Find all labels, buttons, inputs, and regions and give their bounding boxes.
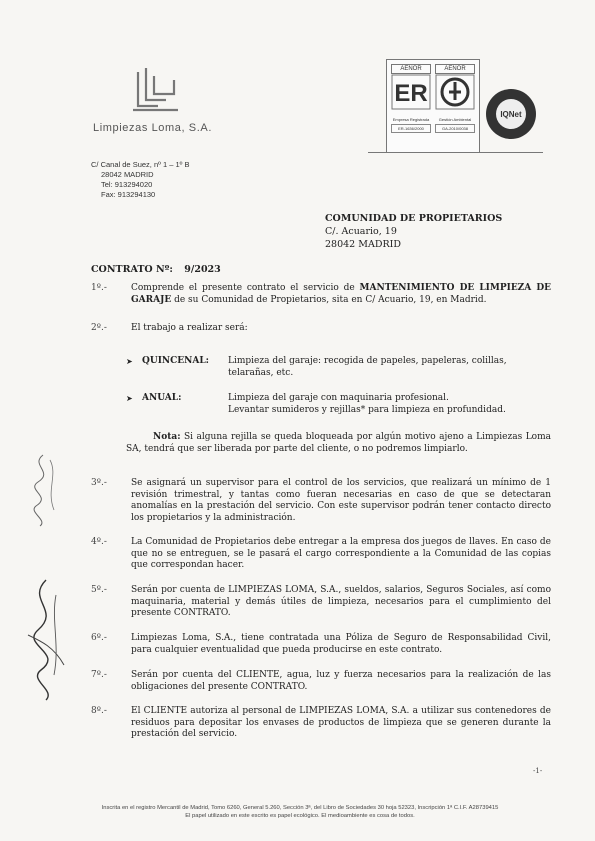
clause-number: 2º.- — [91, 323, 107, 333]
legal-footer — [30, 804, 570, 820]
handwritten-initials-icon — [16, 575, 71, 705]
clause-number: 6º.- — [91, 633, 107, 643]
aenor-ga-certificate: AENOR Gestión Ambiental GA-2010/0038 — [435, 64, 475, 133]
header-divider — [368, 152, 543, 153]
clause-6: 6º.- Limpiezas Loma, S.A., tiene contratada una Póliza de Seguro de Responsabilidad Civil, para cualquier eventualidad que pueda producirse en este contrato. — [91, 633, 551, 655]
footer-line: Inscrita en el registro Mercantil de Madrid, Tomo 6260, General 5.260, Sección 3ª, del Libro de Sociedades 30 hoja 52323, Inscripción 1ª C.I.F. A28739415 — [101, 805, 499, 811]
client-name: COMUNIDAD DE PROPIETARIOS — [325, 213, 503, 224]
aenor-er-certificate: AENOR ER Empresa Registrada ER-1636/2000 — [392, 66, 430, 131]
clause-number: 4º.- — [91, 537, 107, 547]
arrow-bullet-icon: ➤ — [126, 357, 133, 366]
footer-line: El papel utilizado en este escrito es papel ecológico. El medioambiente es cosa de todos. — [185, 813, 415, 819]
clause-number: 3º.- — [91, 478, 107, 488]
contract-value: 9/2023 — [184, 264, 221, 275]
handwritten-signature-icon — [18, 450, 68, 530]
contract-number — [91, 264, 221, 275]
note-label: Nota: — [153, 432, 181, 442]
clause-3: 3º.- Se asignará un supervisor para el control de los servicios, que realizará un mínimo de 1 revisión trimestral, y tantas como fueran necesarias en caso de que se detectaran anomalías en la prestación del servicio. Con este supervisor podrán tener contacto directo los propietarios y la administración. — [91, 478, 551, 523]
address-line: Tel: 913294020 — [101, 180, 153, 189]
address-line: C/ Canal de Suez, nº 1 – 1º B — [91, 160, 190, 169]
clause-4: 4º.- La Comunidad de Propietarios debe entregar a la empresa dos juegos de llaves. En caso de que no se entreguen, se le pasará el cargo correspondiente a la Comunidad de las copias que correspondan hacer. — [91, 537, 551, 570]
arrow-bullet-icon: ➤ — [126, 394, 133, 403]
contract-label: CONTRATO Nº: — [91, 264, 173, 275]
address-line: Fax: 913294130 — [101, 190, 156, 199]
clause-number: 1º.- — [91, 283, 107, 293]
clause-5: 5º.- Serán por cuenta de LIMPIEZAS LOMA, S.A., sueldos, salarios, Seguros Sociales, así como maquinaria, material y demás útiles de limpieza, necesarios para el cumplimiento del presente CONTRATO. — [91, 585, 551, 618]
address-line: 28042 MADRID — [101, 170, 154, 179]
clause-1: 1º.- Comprende el presente contrato el servicio de MANTENIMIENTO DE LIMPIEZA DE GARAJE de su Comunidad de Propietarios, sita en C/ Acuario, 19, en Madrid. — [91, 283, 551, 305]
client-address — [325, 212, 502, 251]
aenor-certification-box — [386, 59, 480, 153]
aenor-ga-icon — [435, 74, 475, 110]
company-name: Limpiezas Loma, S.A. — [93, 122, 212, 134]
aenor-er-icon — [391, 74, 431, 110]
clause-2: 2º.- El trabajo a realizar será: — [91, 323, 248, 333]
iqnet-seal-icon — [486, 89, 536, 139]
clause-number: 7º.- — [91, 670, 107, 680]
client-city: 28042 MADRID — [325, 239, 401, 250]
clause-7: 7º.- Serán por cuenta del CLIENTE, agua, luz y fuerza necesarios para la realización de las obligaciones del presente CONTRATO. — [91, 670, 551, 692]
company-logo-icon — [128, 66, 183, 118]
company-address — [91, 160, 189, 200]
clause-number: 8º.- — [91, 706, 107, 716]
iqnet-label: IQNet — [496, 99, 526, 129]
clause-8: 8º.- El CLIENTE autoriza al personal de LIMPIEZAS LOMA, S.A. a utilizar sus contenedores de residuos para depositar los envases de productos de limpieza que se generen durante la prestación del servicio. — [91, 706, 551, 739]
page-number: -1- — [533, 767, 543, 775]
client-street: C/. Acuario, 19 — [325, 226, 397, 237]
svg-text:ER: ER — [394, 80, 428, 107]
clause-number: 5º.- — [91, 585, 107, 595]
note-paragraph: Nota: Si alguna rejilla se queda bloqueada por algún motivo ajeno a Limpiezas Loma SA, tendrá que ser liberada por parte del cliente, o no podremos limpiarlo. — [126, 432, 551, 454]
